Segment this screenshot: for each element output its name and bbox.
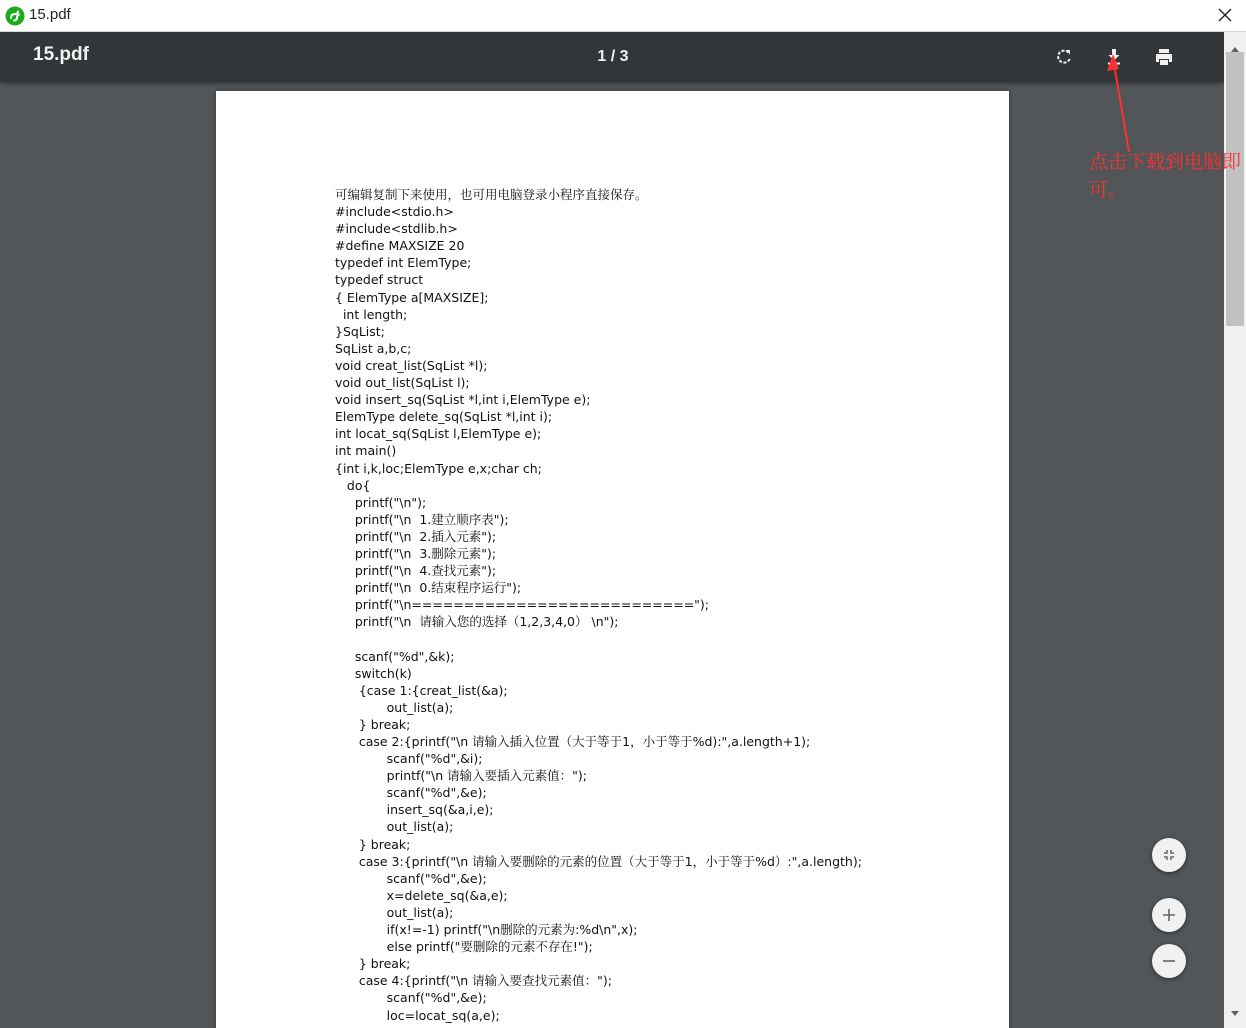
print-icon — [1152, 54, 1176, 73]
pdf-page — [216, 91, 1009, 1028]
text-line: #include<stdio.h> — [335, 204, 454, 220]
text-line: typedef struct — [335, 272, 424, 288]
text-line: typedef int ElemType; — [335, 255, 472, 271]
rotate-button[interactable] — [1052, 45, 1076, 69]
text-line: } break; — [335, 716, 411, 732]
pdf-toolbar — [0, 32, 1224, 82]
text-line: case 2:{printf("\n 请输入插入位置（大于等于1，小于等于%d):",a.length+1); — [335, 734, 811, 749]
text-line: } break; — [335, 836, 411, 852]
text-line: out_list(a); — [335, 699, 454, 715]
text-line: out_list(a); — [335, 819, 454, 835]
text-line: else printf("要删除的元素不存在!"); — [335, 939, 593, 955]
page-indicator — [560, 48, 666, 66]
window-titlebar — [0, 0, 1246, 32]
text-line: do{ — [335, 477, 371, 493]
text-line: printf("\n 1.建立顺序表"); — [335, 511, 509, 527]
text-line: printf("\n 请输入您的选择（1,2,3,4,0） \n"); — [335, 614, 619, 630]
text-line: switch(k) — [335, 665, 412, 681]
text-line: loc=locat_sq(a,e); — [335, 1007, 500, 1023]
text-line: printf("\n 3.删除元素"); — [335, 545, 497, 561]
zoom-out-button[interactable] — [1152, 944, 1186, 978]
zoom-in-button[interactable] — [1152, 898, 1186, 932]
page-separator: / — [610, 48, 616, 65]
annotation-arrow — [1090, 44, 1150, 164]
fit-to-page-button[interactable] — [1152, 838, 1186, 872]
text-line: int main() — [335, 443, 397, 459]
text-line: void out_list(SqList l); — [335, 375, 470, 391]
app-logo-icon — [5, 6, 25, 26]
text-line: case 3:{printf("\n 请输入要删除的元素的位置（大于等于1，小于等于%d）:",a.length); — [335, 853, 862, 869]
text-line: out_list(a); — [335, 904, 454, 920]
text-line: scanf("%d",&i); — [335, 751, 483, 767]
text-line: #include<stdlib.h> — [335, 221, 458, 237]
text-line: ElemType delete_sq(SqList *l,int i); — [335, 409, 553, 425]
total-pages: 3 — [619, 48, 629, 65]
pdf-viewer — [0, 32, 1224, 1028]
text-line: } break; — [335, 956, 411, 972]
text-line: int length; — [335, 306, 408, 322]
annotation-text: 点击下载到电脑即可。 — [1089, 151, 1242, 201]
text-line: printf("\n==========================="); — [335, 597, 710, 613]
scroll-down-arrow-icon[interactable] — [1230, 1003, 1240, 1022]
text-line: if(x!=-1) printf("\n删除的元素为:%d\n",x); — [335, 922, 638, 938]
text-line: {case 1:{creat_list(&a); — [335, 682, 508, 698]
text-line: scanf("%d",&k); — [335, 648, 455, 664]
text-line: insert_sq(&a,i,e); — [335, 802, 494, 818]
text-line: scanf("%d",&e); — [335, 870, 487, 886]
rotate-icon — [1052, 54, 1076, 73]
current-page-number[interactable]: 1 — [597, 48, 607, 65]
text-line: printf("\n 4.查找元素"); — [335, 563, 497, 579]
text-line: SqList a,b,c; — [335, 340, 412, 356]
text-line: void creat_list(SqList *l); — [335, 357, 488, 373]
document-title: 15.pdf — [33, 44, 89, 65]
print-button[interactable] — [1152, 45, 1176, 69]
text-line: }SqList; — [335, 323, 385, 339]
text-line: printf("\n 请输入要插入元素值："); — [335, 768, 587, 784]
text-line: scanf("%d",&e); — [335, 785, 487, 801]
window-title: 15.pdf — [29, 6, 71, 23]
text-line — [335, 630, 862, 647]
close-button[interactable] — [1210, 2, 1240, 30]
text-line: printf("\n 2.插入元素"); — [335, 528, 497, 544]
text-line: scanf("%d",&e); — [335, 990, 487, 1006]
text-line: x=delete_sq(&a,e); — [335, 887, 508, 903]
text-line: printf("\n 0.结束程序运行"); — [335, 580, 522, 596]
text-line: int locat_sq(SqList l,ElemType e); — [335, 426, 542, 442]
page-content — [335, 186, 862, 1024]
text-line: 可编辑复制下来使用，也可用电脑登录小程序直接保存。 — [335, 187, 648, 202]
text-line: { ElemType a[MAXSIZE]; — [335, 289, 489, 305]
text-line: printf("\n"); — [335, 494, 427, 510]
text-line: case 4:{printf("\n 请输入要查找元素值："); — [335, 973, 613, 989]
text-line: #define MAXSIZE 20 — [335, 238, 465, 254]
text-line: void insert_sq(SqList *l,int i,ElemType e); — [335, 392, 591, 408]
text-line: {int i,k,loc;ElemType e,x;char ch; — [335, 460, 542, 476]
